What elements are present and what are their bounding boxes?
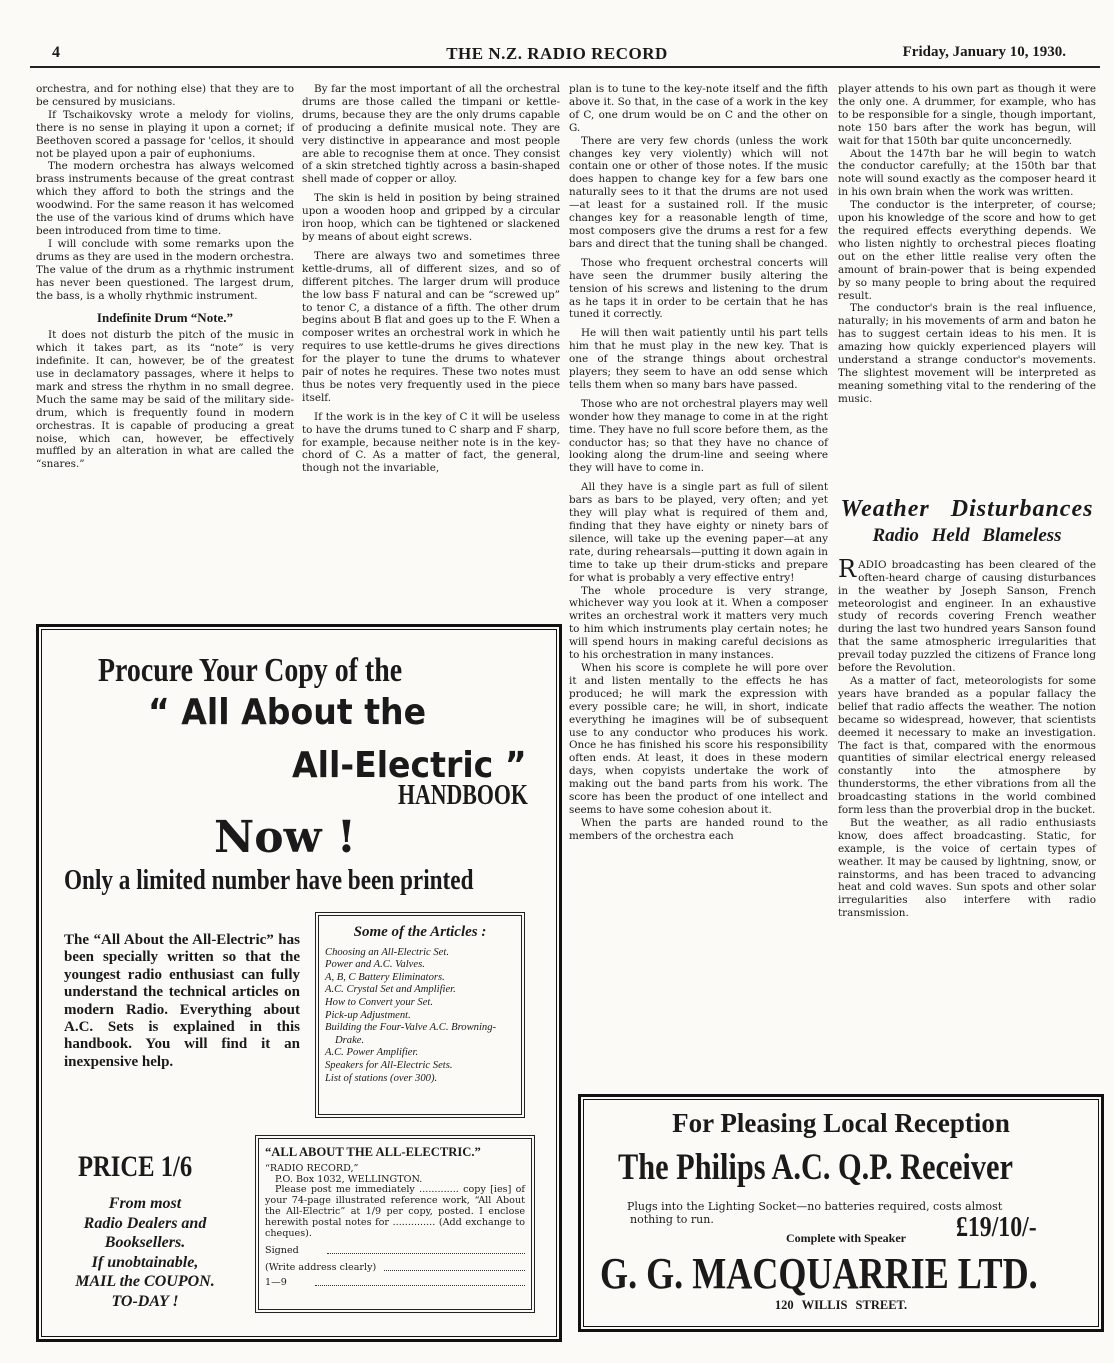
weather-article bbox=[838, 496, 1096, 920]
paragraph: But the weather, as all radio enthusiasts know, does affect broadcasting. Static, for example, is the voice of certain types of weather. It may be caused by lightning, snow, or rainstorms, and has been traced to advancing heat and cold waves. Sun spots and other solar irregularities also interfere with radio transmission. bbox=[838, 816, 1096, 920]
paragraph: plan is to tune to the key-note itself and the fifth above it. So that, in the case of a work in the key of C, one drum would be on C and the other on G. bbox=[569, 83, 828, 134]
subheading: Indefinite Drum “Note.” bbox=[96, 310, 234, 326]
paragraph: By far the most important of all the orchestral drums are those called the timpani or kettle-drums, because they are the only drums capable of producing a definite musical note. They are very distinctive in appearance and most people are able to recognise them at once. They consist of a skin stretched tightly across a basin-shaped shell made of copper or alloy. bbox=[302, 83, 560, 186]
masthead: THE N.Z. RADIO RECORD bbox=[446, 44, 668, 63]
coupon-address-field[interactable] bbox=[384, 1263, 525, 1271]
article-item: Choosing an All-Electric Set. bbox=[325, 946, 449, 958]
paragraph: The skin is held in position by being strained upon a wooden hoop and gripped by a circular iron hoop, which can be tightened or slackened by means of about eight screws. bbox=[302, 192, 560, 243]
philips-description: Plugs into the Lighting Socket—no batteries required, costs almost nothing to run. bbox=[627, 1200, 1003, 1226]
paragraph: There are always two and sometimes three kettle-drums, all of different sizes, and so of different pitches. The larger drum will produce the low bass F natural and can be “screwed up” to tenor C, a distance of a fifth. The other drum begins about B flat and goes up to the F. When a composer writes an orchestral work in which he requires to use kettle-drums he gives directions for the player to tune the drums to whatever pair of notes he requires. These two notes must thus be notes very frequently used in the piece itself. bbox=[302, 249, 560, 404]
company-name: G. G. MACQUARRIE LTD. bbox=[600, 1249, 1038, 1298]
paragraph: All they have is a single part as full of silent bars as bars to be played, very often; and yet they will play what is required of them and, finding that they have eighty or ninety bars of silence, will take up the evening paper—at any rate, during rehearsals—putting it down again in time to take up their drum-sticks and prepare for what is probably a very effective entry! bbox=[569, 481, 828, 584]
paragraph: About the 147th bar he will begin to watch the conductor carefully; at the 150th bar that note will sound exactly as the composer heard it in his own brain when the work was written. bbox=[838, 147, 1096, 199]
philips-product: The Philips A.C. Q.P. Receiver bbox=[618, 1147, 1013, 1188]
philips-complete: Complete with Speaker bbox=[786, 1231, 906, 1245]
paragraph: The conductor is the interpreter, of course; upon his knowledge of the score and how to get the required effects everything depends. We who listen nightly to orchestral pieces floating out on the ether little realise very often the amount of brain-power that is being expended by so many people to bring about the required result. bbox=[838, 199, 1096, 302]
ad-limited: Only a limited number have been printed bbox=[64, 864, 474, 896]
philips-tagline: For Pleasing Local Reception bbox=[672, 1108, 1010, 1138]
paragraph: orchestra, and for nothing else) that they are to be censured by musicians. bbox=[36, 83, 294, 108]
article-item: Building the Four-Valve A.C. Browning-Drake. bbox=[325, 1022, 497, 1046]
article-item: Pick-up Adjustment. bbox=[325, 1009, 411, 1021]
paragraph: player attends to his own part as though it were the only one. A drummer, for example, who has to be responsible for a single, though important, note 150 bars after the work has begun, will wait for that 150th bar quite unconcernedly. bbox=[838, 83, 1096, 147]
price-note-line: From most bbox=[108, 1195, 182, 1212]
ad-handbook: HANDBOOK bbox=[398, 780, 528, 811]
header-rule bbox=[30, 66, 1100, 68]
coupon-address-field-2[interactable] bbox=[315, 1278, 525, 1286]
price-note-line: Radio Dealers and bbox=[83, 1214, 207, 1232]
paragraph: It does not disturb the pitch of the music in which it takes part, as its “note” is very indefinite. It can, however, be of the greatest use in declamatory passages, where it helps to mark and stress the rhythm in no small degree. Much the same may be said of the military side-drum, which is frequently found in modern orchestras. It is capable of producing a great noise, which can, however, be effectively muffled by an alteration in what are called the “snares.” bbox=[36, 329, 294, 471]
weather-subheadline: Radio Held Blameless bbox=[872, 524, 1062, 546]
article-column-3 bbox=[569, 83, 828, 843]
ad-description: The “All About the All-Electric” has been specially written so that the youngest radio enthusiast can fully understand the technical articles on modern Radio. Everything about A.C. Sets is explained in this handbook. You will find it an inexpensive help. bbox=[64, 932, 300, 1070]
order-coupon[interactable] bbox=[258, 1138, 532, 1310]
paragraph: I will conclude with some remarks upon the drums as they are used in the modern orchestra. The value of the drum as a rhythmic instrument has never been questioned. The largest drum, the bass, is a wholly rhythmic instrument. bbox=[36, 237, 294, 302]
price-note-line: TO-DAY ! bbox=[111, 1292, 179, 1310]
article-column-4 bbox=[838, 83, 1096, 406]
ad-title-line2: All-Electric ” bbox=[292, 745, 527, 786]
paragraph: The whole procedure is very strange, whichever way you look at it. When a composer writes an orchestral work it matters very much to him which instruments play certain notes; he will spend hours in making careful decisions as to his orchestration in many instances. bbox=[569, 584, 828, 662]
drop-cap: R bbox=[838, 554, 857, 583]
paragraph: If Tschaikovsky wrote a melody for violins, there is no sense in playing it upon a cornet; if Beethoven scored a passage for 'cellos, it should not be played upon a pair of euphoniums. bbox=[36, 108, 294, 160]
paragraph: There are very few chords (unless the work changes key very violently) which will not contain one or other of those notes. If the music does happen to change key for a few bars one naturally sees to it that the drums are not used—at least for a sustained roll. If the music changes key for a reasonable length of time, most composers give the drums a rest for a few bars and direct that the tuning shall be changed. bbox=[569, 134, 828, 250]
philips-price: £19/10/- bbox=[956, 1212, 1037, 1243]
paragraph: When the parts are handed round to the members of the orchestra each bbox=[569, 816, 828, 842]
price-note-line: Booksellers. bbox=[104, 1234, 186, 1251]
article-item: A, B, C Battery Eliminators. bbox=[325, 971, 445, 983]
coupon-signed-label: Signed bbox=[265, 1245, 299, 1257]
price: PRICE 1/6 bbox=[78, 1150, 193, 1183]
article-column-1 bbox=[36, 83, 294, 471]
paragraph: As a matter of fact, meteorologists for some years have branded as a popular fallacy the belief that radio affects the weather. The notion became so widespread, however, that scientists deemed it necessary to make an investigation. The fact is that, compared with the enormous quantities of similar electrical energy released constantly into the atmosphere by thunderstorms, the ether vibrations from all the broadcasting stations in the world combined form less than the proverbial drop in the bucket. bbox=[838, 674, 1096, 817]
paragraph: If the work is in the key of C it will be useless to have the drums tuned to C sharp and F sharp, for example, because neither note is in the key-chord of C. As a matter of fact, the general, though not the invariable, bbox=[302, 410, 560, 475]
paragraph: He will then wait patiently until his part tells him that he must play in the new key. That is one of the strange things about orchestral players; they seem to have an odd sense which tells them when so many bars have passed. bbox=[569, 327, 828, 391]
article-column-2 bbox=[302, 83, 560, 475]
paragraph: Those who frequent orchestral concerts will have seen the drummer busily altering the tension of his screws and listening to the drum as he taps it in order to be certain that he has tuned it correctly. bbox=[569, 256, 828, 321]
coupon-code: 1—9 bbox=[265, 1276, 287, 1288]
article-item: List of stations (over 300). bbox=[325, 1072, 438, 1084]
coupon-address-label: (Write address clearly) bbox=[265, 1262, 377, 1274]
price-note-line: If unobtainable, bbox=[91, 1253, 199, 1271]
page-number: 4 bbox=[52, 44, 60, 61]
articles-title: Some of the Articles : bbox=[353, 924, 487, 940]
paragraph: The conductor's brain is the real influence, naturally; in his movements of arm and baton he has to suggest certain ideas to his men. It is amazing how quickly experienced players will understand a strange conductor's movements. The slightest movement will be interpreted as meaning something vital to the rendering of the music. bbox=[838, 302, 1096, 405]
paragraph: The modern orchestra has always welcomed brass instruments because of the great contrast which they afford to both the strings and the woodwind. For the same reason it has welcomed the use of the various kind of drums which have been introduced from time to time. bbox=[36, 160, 294, 237]
coupon-signed-field[interactable] bbox=[327, 1246, 525, 1254]
coupon-address-1: “RADIO RECORD,” bbox=[265, 1162, 359, 1174]
price-note bbox=[50, 1194, 240, 1311]
ad-headline: Procure Your Copy of the bbox=[98, 652, 403, 689]
coupon-title: “ALL ABOUT THE ALL-ELECTRIC.” bbox=[265, 1145, 481, 1159]
coupon-body: Please post me immediately ............. copy [ies] of your 74-page illustrated reference work, “All About the All-Electric” at 1/9 per copy, posted. I enclose herewith postal notes for .............. (Add exchange to cheques). bbox=[265, 1184, 525, 1239]
article-item: How to Convert your Set. bbox=[325, 996, 433, 1008]
price-note-line: MAIL the COUPON. bbox=[75, 1273, 215, 1290]
paragraph: ADIO broadcasting has been cleared of the often-heard charge of causing disturbances in the weather by Joseph Sanson, French meteorologist and engineer. In an exhaustive study of records covering French weather during the last two hundred years Sanson found that the same atmospheric irregularities that prevail today puzzled the citizens of France long before the Revolution. bbox=[838, 558, 1096, 675]
article-item: A.C. Crystal Set and Amplifier. bbox=[325, 984, 456, 996]
articles-list-box bbox=[318, 915, 522, 1115]
ad-now: Now ! bbox=[214, 812, 357, 863]
weather-headline: Weather Disturbances bbox=[840, 496, 1094, 522]
article-item: A.C. Power Amplifier. bbox=[325, 1047, 419, 1059]
coupon-address-2: P.O. Box 1032, WELLINGTON. bbox=[275, 1173, 423, 1185]
article-item: Speakers for All-Electric Sets. bbox=[325, 1059, 453, 1071]
ad-title-line1: “ All About the bbox=[148, 692, 427, 733]
issue-date: Friday, January 10, 1930. bbox=[902, 44, 1066, 60]
paragraph: When his score is complete he will pore over it and listen mentally to the effects he has produced; he will mark the expression with every possible care; he will, in short, indicate everything he imagines will be of subsequent use to any conductor who produces his work. Once he has finished his score his responsibility often ends. At least, it does in these modern days, when copyists undertake the work of making out the band parts from his work. The score has been the product of one intellect and seems to have some cohesion about it. bbox=[569, 661, 828, 816]
company-address: 120 WILLIS STREET. bbox=[774, 1298, 908, 1312]
article-item: Power and A.C. Valves. bbox=[325, 959, 425, 971]
paragraph: Those who are not orchestral players may well wonder how they manage to come in at the right time. They have no full score before them, as the conductor has; so that they have no chance of looking along the drum-line and seeing where they will have to come in. bbox=[569, 397, 828, 475]
